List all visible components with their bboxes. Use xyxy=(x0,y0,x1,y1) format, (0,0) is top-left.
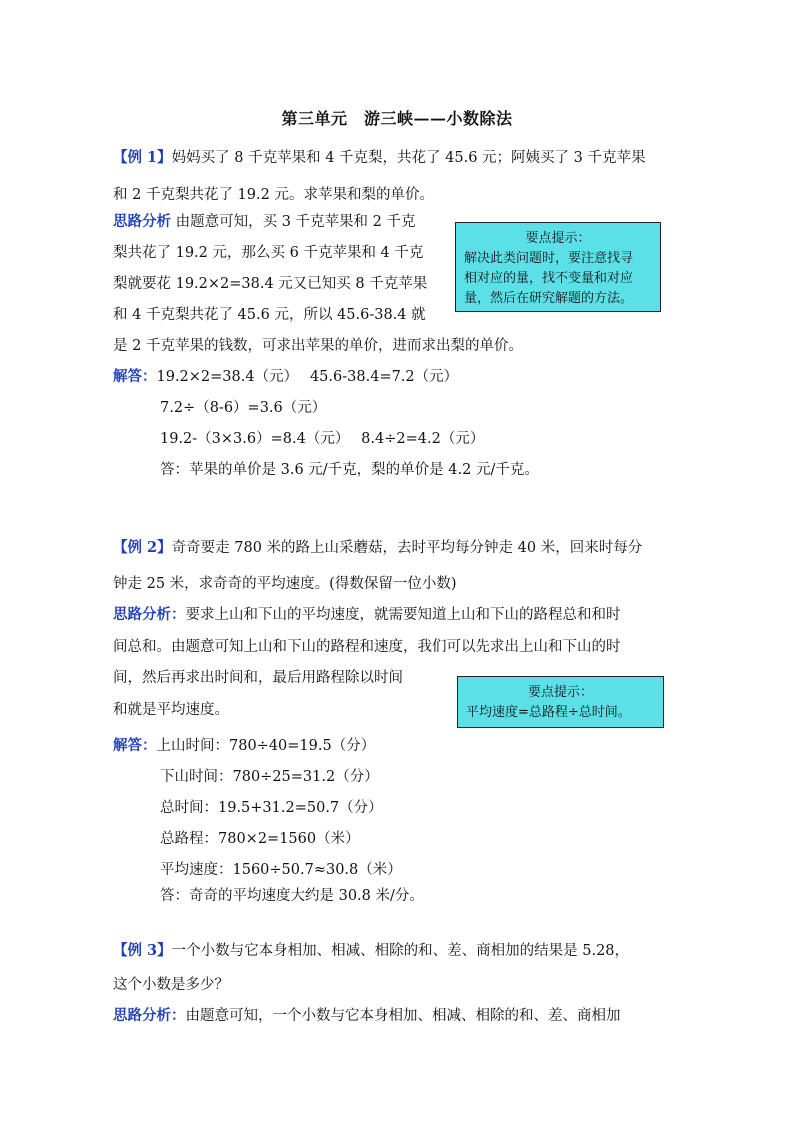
example-1-analysis-line-1: 思路分析 由题意可知，买 3 千克苹果和 2 千克 xyxy=(113,213,416,230)
example-1-analysis-line-4: 和 4 千克梨共花了 45.6 元，所以 45.6-38.4 就 xyxy=(113,307,426,323)
example-1-tip-box xyxy=(455,222,661,312)
tip-title: 要点提示： xyxy=(527,685,593,700)
example-3-question-line-2: 这个小数是多少？ xyxy=(113,977,229,993)
analysis-label: 思路分析 xyxy=(113,213,171,230)
example-1-solution-line-1: 解答：19.2×2=38.4（元） 45.6-38.4=7.2（元） xyxy=(113,368,459,385)
example-2-analysis-line-1: 思路分析：要求上山和下山的平均速度，就需要知道上山和下山的路程总和和时 xyxy=(113,606,621,623)
example-1-analysis-line-3: 梨就要花 19.2×2=38.4 元又已知买 8 千克苹果 xyxy=(113,276,428,292)
example-3-label: 【例 3】 xyxy=(113,942,172,959)
example-1-analysis-line-2: 梨共花了 19.2 元，那么买 6 千克苹果和 4 千克 xyxy=(113,245,424,261)
example-1-question-line-2: 和 2 千克梨共花了 19.2 元。求苹果和梨的单价。 xyxy=(113,187,434,203)
example-2-solution-line-3: 总时间：19.5+31.2=50.7（分） xyxy=(160,800,383,816)
example-1-analysis-line-5: 是 2 千克苹果的钱数，可求出苹果的单价，进而求出梨的单价。 xyxy=(113,338,523,354)
answer-label: 解答： xyxy=(113,368,157,385)
tip-line: 解决此类问题时，要注意找寻 xyxy=(464,251,634,266)
tip-line: 平均速度=总路程÷总时间。 xyxy=(466,705,631,720)
example-2-question-line-2: 钟走 25 米，求奇奇的平均速度。(得数保留一位小数) xyxy=(113,576,457,592)
example-2-solution-line-2: 下山时间：780÷25=31.2（分） xyxy=(160,769,379,785)
tip-line: 量，然后在研究解题的方法。 xyxy=(464,291,634,306)
example-2-solution-line-1: 解答：上山时间：780÷40=19.5（分） xyxy=(113,737,376,754)
example-2-label: 【例 2】 xyxy=(113,539,172,556)
example-1-solution-line-3: 19.2-（3×3.6）=8.4（元） 8.4÷2=4.2（元） xyxy=(160,431,485,447)
example-2-analysis-line-3: 间，然后再求出时间和，最后用路程除以时间 xyxy=(113,670,403,686)
analysis-label: 思路分析： xyxy=(113,1007,186,1024)
example-2-analysis-line-4: 和就是平均速度。 xyxy=(113,702,229,718)
example-2-question-line-1: 【例 2】奇奇要走 780 米的路上山采蘑菇，去时平均每分钟走 40 米，回来时每分 xyxy=(113,539,643,556)
example-1-label: 【例 1】 xyxy=(113,149,172,166)
example-2-analysis-line-2: 间总和。由题意可知上山和下山的路程和速度，我们可以先求出上山和下山的时 xyxy=(113,639,621,655)
tip-line: 相对应的量，找不变量和对应 xyxy=(464,271,634,286)
example-1-answer: 答：苹果的单价是 3.6 元/千克，梨的单价是 4.2 元/千克。 xyxy=(160,462,539,478)
example-2-tip-box xyxy=(457,676,664,728)
example-1-question-line-1: 【例 1】妈妈买了 8 千克苹果和 4 千克梨，共花了 45.6 元；阿姨买了 3 千克苹果 xyxy=(113,149,646,166)
answer-label: 解答： xyxy=(113,737,157,754)
example-1-solution-line-2: 7.2÷（8-6）=3.6（元） xyxy=(160,400,327,416)
tip-title: 要点提示： xyxy=(525,231,591,246)
analysis-label: 思路分析： xyxy=(113,606,186,623)
example-3-question-line-1: 【例 3】一个小数与它本身相加、相减、相除的和、差、商相加的结果是 5.28， xyxy=(113,942,630,959)
example-2-solution-line-5: 平均速度：1560÷50.7≈30.8（米） xyxy=(160,862,402,878)
example-3-analysis-line-1: 思路分析：由题意可知，一个小数与它本身相加、相减、相除的和、差、商相加 xyxy=(113,1007,621,1024)
example-2-solution-line-4: 总路程：780×2=1560（米） xyxy=(160,831,360,847)
example-2-answer: 答：奇奇的平均速度大约是 30.8 米/分。 xyxy=(160,888,424,904)
page-title: 第三单元 游三峡——小数除法 xyxy=(281,109,513,128)
